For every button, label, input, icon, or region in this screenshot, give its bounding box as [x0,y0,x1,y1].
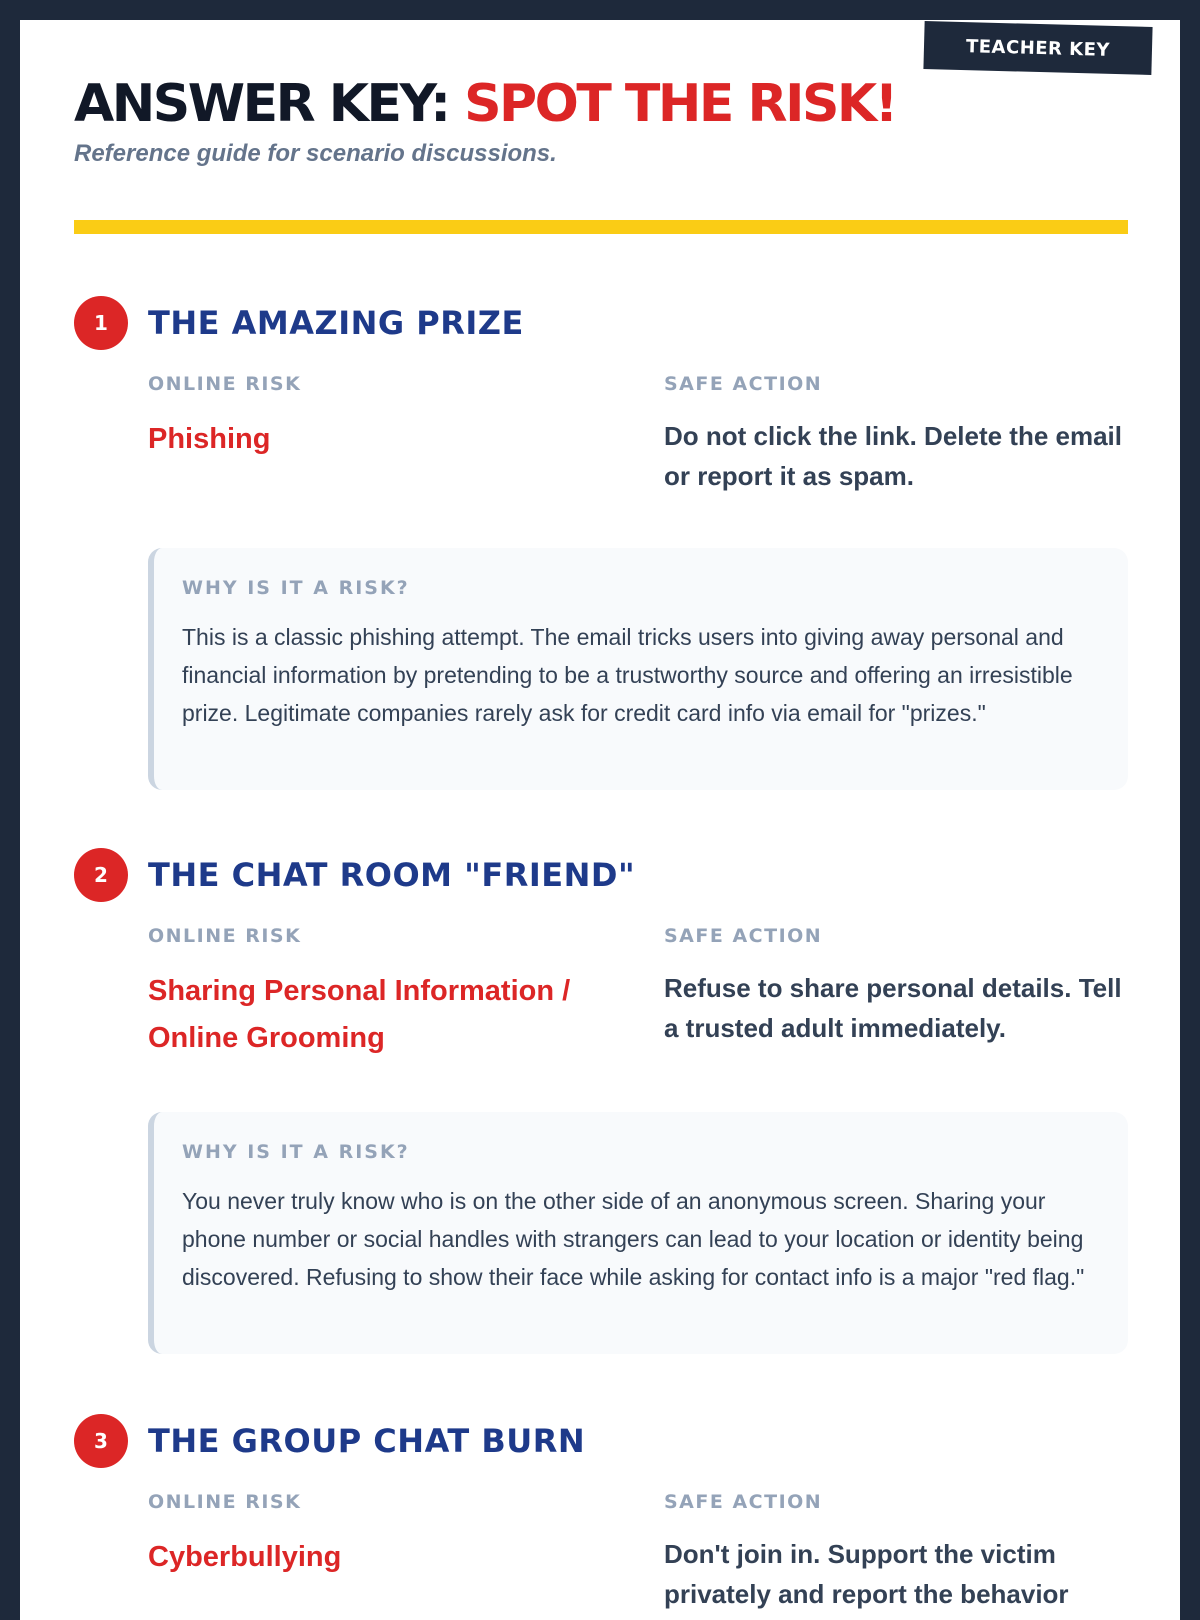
safe-action-value: Do not click the link. Delete the email or report it as spam. [664,421,1123,491]
online-risk-label: ONLINE RISK [148,1491,302,1513]
title-prefix: ANSWER KEY: [74,74,465,134]
teacher-key-badge: TEACHER KEY [923,21,1152,75]
online-risk-value: Cyberbullying [148,1541,342,1573]
scenario-1 [74,296,1128,726]
scenario-header [74,1414,1128,1468]
header-divider [74,220,1128,234]
safe-action-column [664,372,1128,496]
scenario-number-badge: 2 [74,848,128,902]
safe-action-label: SAFE ACTION [664,1491,823,1513]
scenario-columns [148,1490,1128,1614]
scenario-title: THE CHAT ROOM "FRIEND" [148,856,636,894]
why-risk-text: This is a classic phishing attempt. The email tricks users into giving away personal and financial information by pretending to be a trustworthy source and offering an irresistible prize. Legitimate companies rarely ask for credit card info via email for "prizes." [182,624,1073,726]
why-risk-box [148,548,1128,790]
safe-action-column [664,1490,1128,1614]
online-risk-column [148,372,664,496]
scenario-3 [74,1414,1128,1614]
why-risk-label: WHY IS IT A RISK? [182,1141,410,1163]
scenario-header [74,848,1128,902]
online-risk-value: Phishing [148,423,271,455]
safe-action-value: Don't join in. Support the victim privately and report the behavior [664,1539,1069,1609]
answer-key-page [20,20,1180,1620]
online-risk-value: Sharing Personal Information / Online Grooming [148,975,571,1054]
scenario-number-badge: 3 [74,1414,128,1468]
safe-action-value: Refuse to share personal details. Tell a trusted adult immediately. [664,973,1122,1043]
scenario-title: THE GROUP CHAT BURN [148,1422,586,1460]
why-risk-box [148,1112,1128,1354]
scenario-number-badge: 1 [74,296,128,350]
why-risk-text: You never truly know who is on the other side of an anonymous screen. Sharing your phone number or social handles with strangers can lead to your location or identity being discovered. Refusing to show their face while asking for contact info is a major "red flag." [182,1188,1085,1290]
online-risk-column [148,924,664,1062]
scenario-title: THE AMAZING PRIZE [148,304,524,342]
scenario-columns [148,372,1128,496]
online-risk-column [148,1490,664,1614]
scenario-columns [148,924,1128,1062]
why-risk-label: WHY IS IT A RISK? [182,577,410,599]
scenario-header [74,296,1128,350]
online-risk-label: ONLINE RISK [148,373,302,395]
safe-action-column [664,924,1128,1062]
page-title [74,72,1144,136]
safe-action-label: SAFE ACTION [664,925,823,947]
safe-action-label: SAFE ACTION [664,373,823,395]
page-header [74,72,1144,168]
title-accent: SPOT THE RISK! [464,74,896,134]
page-subtitle: Reference guide for scenario discussions. [74,140,557,167]
scenario-2 [74,848,1128,1290]
online-risk-label: ONLINE RISK [148,925,302,947]
